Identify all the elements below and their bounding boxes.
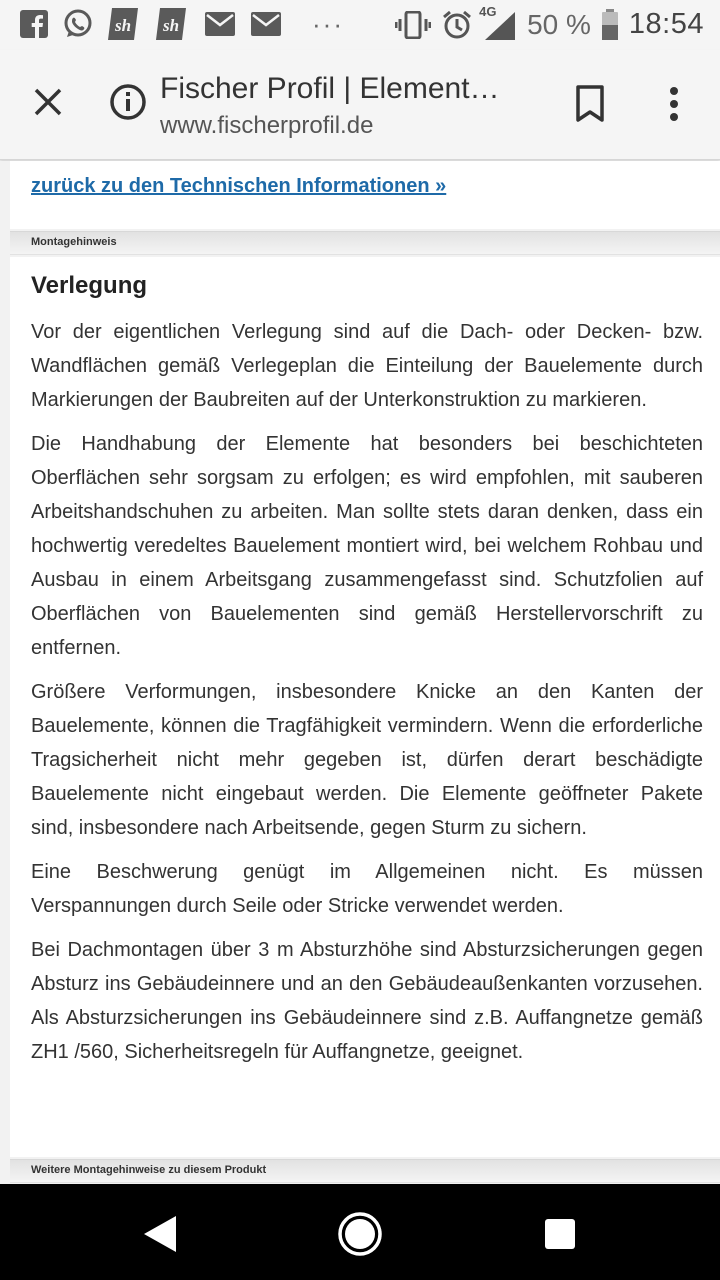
nav-back-button[interactable]: [134, 1208, 186, 1260]
back-link-panel: [10, 161, 720, 229]
paragraph: Größere Verformungen, insbesondere Knicke an den Kanten der Bauelemente, können die Tragfähigkeit vermindern. Wenn die erforderliche Tragsicherheit nicht mehr gegeben ist, dürfen derart beschädigte Bauelemente nicht eingebaut werden. Die Elemente geöffneter Pakete sind, insbesondere nach Arbeitsende, gegen Sturm zu sichern.: [31, 681, 703, 839]
web-content[interactable]: [0, 161, 720, 1184]
page-title: Fischer Profil | Element…: [160, 72, 500, 105]
navigation-bar: [0, 1184, 720, 1280]
section-header-label: Montagehinweis: [31, 236, 117, 248]
mail-icon: [204, 11, 236, 37]
back-to-technical-info-link[interactable]: zurück zu den Technischen Informationen »: [31, 175, 447, 197]
article-heading: Verlegung: [31, 272, 148, 299]
battery-icon: [601, 9, 619, 41]
home-icon: [337, 1211, 383, 1257]
sh-app-icon: [108, 8, 142, 40]
nav-home-button[interactable]: [334, 1208, 386, 1260]
notification-icons: [20, 8, 344, 40]
overflow-menu-button[interactable]: [654, 82, 694, 126]
facebook-icon: [20, 10, 48, 38]
network-type: 4G: [479, 3, 497, 19]
nav-recents-button[interactable]: [534, 1208, 586, 1260]
vibrate-icon: [395, 11, 431, 39]
close-icon: [33, 87, 63, 117]
browser-toolbar: [0, 50, 720, 160]
paragraph: Die Handhabung der Elemente hat besonders bei beschichteten Oberflächen sehr sorgsam zu erfolgen; es wird empfohlen, mit sauberen Arbeitshandschuhen zu arbeiten. Man sollte stets daran denken, dass ein hochwertig veredeltes Bauelement montiert wird, bei welchem Rohbau und Ausbau in einem Arbeitsgang zusammengefasst sind. Schutzfolien auf Oberflächen von Bauelementen sind gemäß Herstellervorschrift zu entfernen.: [31, 433, 703, 659]
signal-icon: [479, 3, 517, 40]
svg-text:sh: sh: [115, 16, 132, 35]
close-tab-button[interactable]: [28, 82, 68, 122]
back-icon: [142, 1214, 178, 1254]
battery-percent: 50 %: [527, 8, 591, 40]
article-panel: [10, 257, 720, 1157]
site-info-button[interactable]: [108, 82, 148, 122]
section-header: [10, 231, 720, 255]
paragraph: Bei Dachmontagen über 3 m Absturzhöhe sind Absturzsicherungen gegen Absturz ins Gebäudeinnere und an den Gebäudeaußenkanten vorzusehen. Als Absturzsicherungen ins Gebäudeinnere sind z.B. Auffangnetze gemäß ZH1 /560, Sicherheitsregeln für Auffangnetze, geeignet.: [31, 939, 703, 1063]
recents-icon: [544, 1218, 576, 1250]
alarm-icon: [441, 9, 473, 41]
system-status: [395, 3, 704, 41]
more-dots-icon: ···: [312, 8, 344, 39]
status-bar: [0, 0, 720, 50]
mail-icon: [250, 11, 282, 37]
paragraph: Eine Beschwerung genügt im Allgemeinen nicht. Es müssen Verspannungen durch Seile oder Stricke verwendet werden.: [31, 861, 703, 917]
paragraph: Vor der eigentlichen Verlegung sind auf die Dach- oder Decken- bzw. Wandflächen gemäß Verlegeplan die Einteilung der Bauelemente durch Markierungen der Baubreiten auf der Unterkonstruktion zu markieren.: [31, 321, 703, 411]
bookmark-button[interactable]: [570, 82, 610, 126]
more-vert-icon: [668, 86, 680, 122]
bookmark-icon: [575, 85, 605, 123]
whatsapp-icon: [62, 8, 94, 40]
sh-app-icon: [156, 8, 190, 40]
section-header-more-instructions[interactable]: [10, 1159, 720, 1183]
section-header-label: Weitere Montagehinweise zu diesem Produkt: [31, 1164, 267, 1176]
page-url[interactable]: www.fischerprofil.de: [160, 112, 374, 139]
clock: 18:54: [628, 8, 704, 40]
svg-text:sh: sh: [163, 16, 180, 35]
info-icon: [109, 83, 147, 121]
